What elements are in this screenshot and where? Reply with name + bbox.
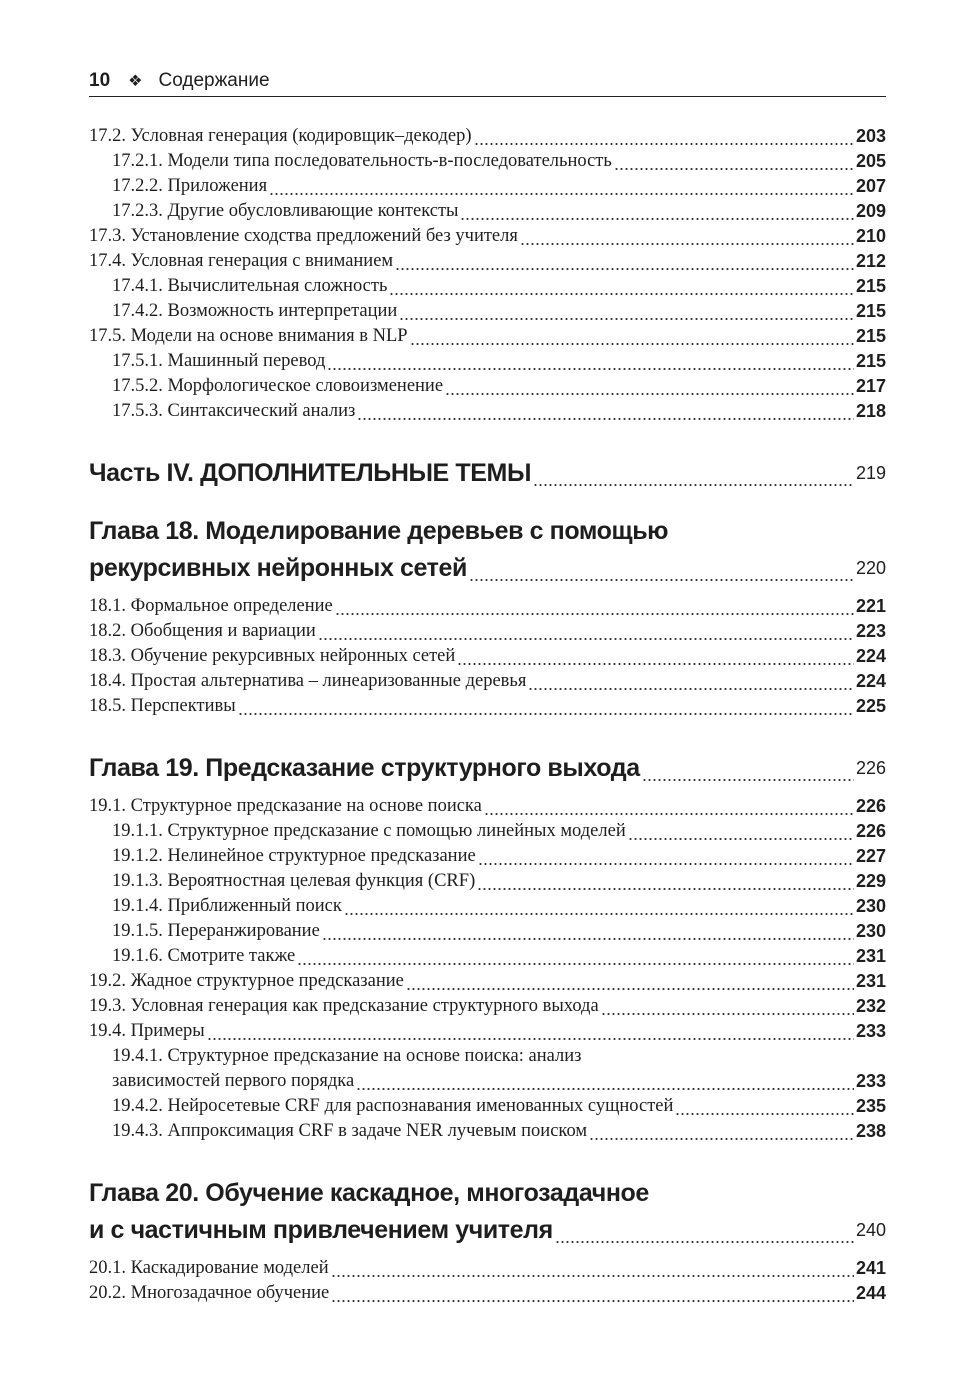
toc-entry[interactable] (89, 274, 886, 299)
dot-leader (389, 274, 854, 299)
toc-entry-title: 17.4.2. Возможность интерпретации (112, 301, 398, 321)
toc-entry[interactable] (89, 1119, 886, 1144)
dot-leader (555, 1212, 854, 1249)
chapter-section (89, 124, 886, 424)
toc-entry[interactable] (89, 124, 886, 149)
toc-entry-line (89, 249, 886, 274)
toc-entry-line (89, 694, 886, 719)
dot-leader (614, 149, 854, 174)
page-number: 10 (89, 70, 111, 91)
toc-entry-page: 224 (855, 671, 886, 691)
dot-leader (357, 399, 854, 424)
dot-leader (533, 455, 854, 492)
toc-entry-page: 241 (855, 1258, 886, 1278)
dot-leader (410, 324, 854, 349)
toc-entry-title: 19.1.4. Приближенный поиск (112, 896, 342, 916)
toc-entry-page: 215 (855, 301, 886, 321)
toc-entry-line (89, 994, 886, 1019)
heading-title: и с частичным привлечением учителя (89, 1216, 553, 1244)
toc-entry-page: 223 (855, 621, 886, 641)
dot-leader (297, 944, 854, 969)
toc-entry[interactable] (89, 1044, 886, 1094)
toc-entry-line (89, 1019, 886, 1044)
toc-entry-line (89, 869, 886, 894)
toc-entry[interactable] (89, 619, 886, 644)
toc-entry-line (89, 894, 886, 919)
toc-entry-page: 221 (855, 596, 886, 616)
toc-entry-title: 20.1. Каскадирование моделей (89, 1258, 329, 1278)
toc-entry[interactable] (89, 1256, 886, 1281)
toc-entry[interactable] (89, 844, 886, 869)
part-section (89, 455, 886, 492)
toc-entry[interactable] (89, 349, 886, 374)
toc-entry-page: 235 (855, 1096, 886, 1116)
toc-entry[interactable] (89, 299, 886, 324)
toc-entry-title: 19.4. Примеры (89, 1021, 205, 1041)
heading-line (89, 513, 886, 550)
dot-leader (344, 894, 854, 919)
dot-leader (335, 594, 854, 619)
heading-page-number: 226 (855, 758, 886, 778)
toc-entry-title: 19.1.2. Нелинейное структурное предсказание (112, 846, 476, 866)
toc-entry-line (89, 1069, 886, 1094)
toc-entry-title: 19.1.5. Переранжирование (112, 921, 320, 941)
dot-leader (457, 644, 854, 669)
chapter-heading[interactable] (89, 513, 886, 587)
toc-entry-title: зависимостей первого порядка (112, 1071, 355, 1091)
toc-entry[interactable] (89, 694, 886, 719)
toc-entry[interactable] (89, 644, 886, 669)
toc-entry-line (89, 594, 886, 619)
dot-leader (675, 1094, 854, 1119)
toc-entry-page: 227 (855, 846, 886, 866)
heading-line (89, 1175, 886, 1212)
toc-entry-title: 19.1. Структурное предсказание на основе поиска (89, 796, 482, 816)
toc-entry-page: 215 (855, 326, 886, 346)
toc-entry-title: 18.5. Перспективы (89, 696, 236, 716)
dot-leader (406, 969, 854, 994)
heading-page-number: 220 (855, 558, 886, 578)
toc-entry-page: 218 (855, 401, 886, 421)
toc-entry[interactable] (89, 324, 886, 349)
toc-entry-title: 17.2.1. Модели типа последовательность-в-последовательность (112, 151, 612, 171)
dot-leader (327, 349, 854, 374)
toc-entry-line (89, 1281, 886, 1306)
dot-leader (601, 994, 854, 1019)
toc-entry-page: 238 (855, 1121, 886, 1141)
dot-leader (469, 550, 854, 587)
toc-entry-page: 230 (855, 921, 886, 941)
toc-entry-title: 17.4.1. Вычислительная сложность (112, 276, 388, 296)
toc-entry-line (89, 644, 886, 669)
toc-entry[interactable] (89, 149, 886, 174)
toc-entry[interactable] (89, 1281, 886, 1306)
toc-entry-title: 18.1. Формальное определение (89, 596, 333, 616)
toc-entry-line (89, 224, 886, 249)
toc-entry-line (89, 944, 886, 969)
toc-entry[interactable] (89, 919, 886, 944)
toc-entry-page: 226 (855, 796, 886, 816)
toc-entry-page: 210 (855, 226, 886, 246)
running-header (89, 66, 886, 97)
toc-entry-page: 233 (855, 1021, 886, 1041)
heading-line (89, 550, 886, 587)
toc-entry-title: 18.2. Обобщения и вариации (89, 621, 316, 641)
dot-leader (474, 124, 854, 149)
toc-entry-page: 230 (855, 896, 886, 916)
toc-entry[interactable] (89, 944, 886, 969)
dot-leader (477, 869, 854, 894)
toc-entry-page: 205 (855, 151, 886, 171)
ornament-icon: ❖ (128, 73, 143, 90)
toc-entry-page: 215 (855, 276, 886, 296)
running-title: Содержание (158, 70, 270, 91)
toc-entry-line (89, 619, 886, 644)
toc-entry-line (89, 324, 886, 349)
toc-entry-title: 17.5.1. Машинный перевод (112, 351, 326, 371)
toc-entry-line (89, 149, 886, 174)
toc-entry-title: 17.2.2. Приложения (112, 176, 268, 196)
toc-entry-title: 17.3. Установление сходства предложений без учителя (89, 226, 518, 246)
toc-entry[interactable] (89, 819, 886, 844)
toc-entry-page: 209 (855, 201, 886, 221)
toc-entry-title: 19.4.3. Аппроксимация CRF в задаче NER лучевым поиском (112, 1121, 588, 1141)
toc-entry-page: 215 (855, 351, 886, 371)
toc-entry-page: 244 (855, 1283, 886, 1303)
dot-leader (238, 694, 854, 719)
toc-entry[interactable] (89, 224, 886, 249)
dot-leader (269, 174, 854, 199)
toc-entry[interactable] (89, 249, 886, 274)
toc-entry-line (89, 794, 886, 819)
dot-leader (399, 299, 854, 324)
toc-entry-line (89, 399, 886, 424)
toc-entry[interactable] (89, 594, 886, 619)
heading-title: рекурсивных нейронных сетей (89, 554, 467, 582)
heading-title: Глава 18. Моделирование деревьев с помощью (89, 517, 669, 545)
heading-title: Глава 20. Обучение каскадное, многозадачное (89, 1179, 649, 1207)
dot-leader (642, 750, 854, 787)
toc-entry-title: 17.5. Модели на основе внимания в NLP (89, 326, 408, 346)
toc-entry-page: 217 (855, 376, 886, 396)
toc-entry-page: 231 (855, 946, 886, 966)
toc-entry[interactable] (89, 869, 886, 894)
toc-entry-title: 17.5.2. Морфологическое словоизменение (112, 376, 444, 396)
toc-entry-line (89, 669, 886, 694)
toc-entry-page: 226 (855, 821, 886, 841)
heading-line (89, 1212, 886, 1249)
dot-leader (528, 669, 854, 694)
toc-entry-page: 231 (855, 971, 886, 991)
chapter-heading[interactable] (89, 1175, 886, 1249)
dot-leader (484, 794, 854, 819)
toc-entry-title: 17.2.3. Другие обусловливающие контексты (112, 201, 459, 221)
toc-entry[interactable] (89, 969, 886, 994)
toc-entry-page: 225 (855, 696, 886, 716)
toc-entry-page: 212 (855, 251, 886, 271)
toc-entry-title: 18.4. Простая альтернатива – линеаризованные деревья (89, 671, 527, 691)
chapter-heading[interactable] (89, 750, 886, 787)
toc-entry[interactable] (89, 994, 886, 1019)
toc-entry-title: 19.1.6. Смотрите также (112, 946, 296, 966)
heading-line (89, 455, 886, 492)
dot-leader (322, 919, 854, 944)
toc-entry-line (89, 174, 886, 199)
toc-entry[interactable] (89, 1019, 886, 1044)
toc-entry-title: 20.2. Многозадачное обучение (89, 1283, 330, 1303)
toc-entry-line (89, 274, 886, 299)
toc-entry[interactable] (89, 399, 886, 424)
heading-page-number: 240 (855, 1220, 886, 1240)
toc-entry-line (89, 124, 886, 149)
dot-leader (331, 1281, 854, 1306)
toc-entry-line (89, 1256, 886, 1281)
toc-entry-title: 17.2. Условная генерация (кодировщик–декодер) (89, 126, 472, 146)
toc-entry[interactable] (89, 794, 886, 819)
chapter-section (89, 750, 886, 1144)
toc-entry[interactable] (89, 174, 886, 199)
dot-leader (318, 619, 854, 644)
heading-title: Глава 19. Предсказание структурного выхода (89, 754, 640, 782)
toc-entry-line (89, 374, 886, 399)
dot-leader (478, 844, 854, 869)
toc-entry-title: 18.3. Обучение рекурсивных нейронных сетей (89, 646, 456, 666)
toc-entry-page: 229 (855, 871, 886, 891)
toc-entry-title: 19.1.3. Вероятностная целевая функция (CRF) (112, 871, 476, 891)
dot-leader (460, 199, 853, 224)
toc-entry-page: 224 (855, 646, 886, 666)
toc-entry-line (89, 199, 886, 224)
toc-entry[interactable] (89, 894, 886, 919)
chapter-section (89, 513, 886, 719)
toc-entry-line (89, 969, 886, 994)
toc-entry-line (89, 349, 886, 374)
toc-entry-line (89, 844, 886, 869)
dot-leader (520, 224, 854, 249)
dot-leader (589, 1119, 854, 1144)
toc-entry-title: 17.5.3. Синтаксический анализ (112, 401, 356, 421)
toc-entry[interactable] (89, 669, 886, 694)
toc-entry-title: 17.4. Условная генерация с вниманием (89, 251, 394, 271)
toc-entry-page: 207 (855, 176, 886, 196)
toc-entry-line (89, 1119, 886, 1144)
chapter-heading[interactable] (89, 455, 886, 492)
toc-entry-title: 19.4.2. Нейросетевые CRF для распознавания именованных сущностей (112, 1096, 674, 1116)
dot-leader (395, 249, 854, 274)
toc-entry[interactable] (89, 1094, 886, 1119)
toc-entry-line (89, 299, 886, 324)
chapter-section (89, 1175, 886, 1306)
dot-leader (445, 374, 854, 399)
dot-leader (331, 1256, 854, 1281)
dot-leader (356, 1069, 854, 1094)
heading-title: Часть IV. ДОПОЛНИТЕЛЬНЫЕ ТЕМЫ (89, 459, 532, 487)
toc-entry-page: 203 (855, 126, 886, 146)
dot-leader (628, 819, 854, 844)
toc-entry-title: 19.2. Жадное структурное предсказание (89, 971, 404, 991)
table-of-contents (89, 124, 886, 1306)
toc-entry-line (89, 1044, 886, 1069)
toc-entry-page: 233 (855, 1071, 886, 1091)
toc-entry-title: 19.4.1. Структурное предсказание на основе поиска: анализ (112, 1046, 582, 1066)
toc-entry-line (89, 1094, 886, 1119)
heading-page-number: 219 (855, 463, 886, 483)
toc-entry-title: 19.1.1. Структурное предсказание с помощью линейных моделей (112, 821, 626, 841)
heading-line (89, 750, 886, 787)
toc-entry-line (89, 919, 886, 944)
toc-entry-page: 232 (855, 996, 886, 1016)
toc-entry[interactable] (89, 374, 886, 399)
toc-entry-title: 19.3. Условная генерация как предсказание структурного выхода (89, 996, 599, 1016)
toc-entry[interactable] (89, 199, 886, 224)
toc-entry-line (89, 819, 886, 844)
dot-leader (207, 1019, 854, 1044)
